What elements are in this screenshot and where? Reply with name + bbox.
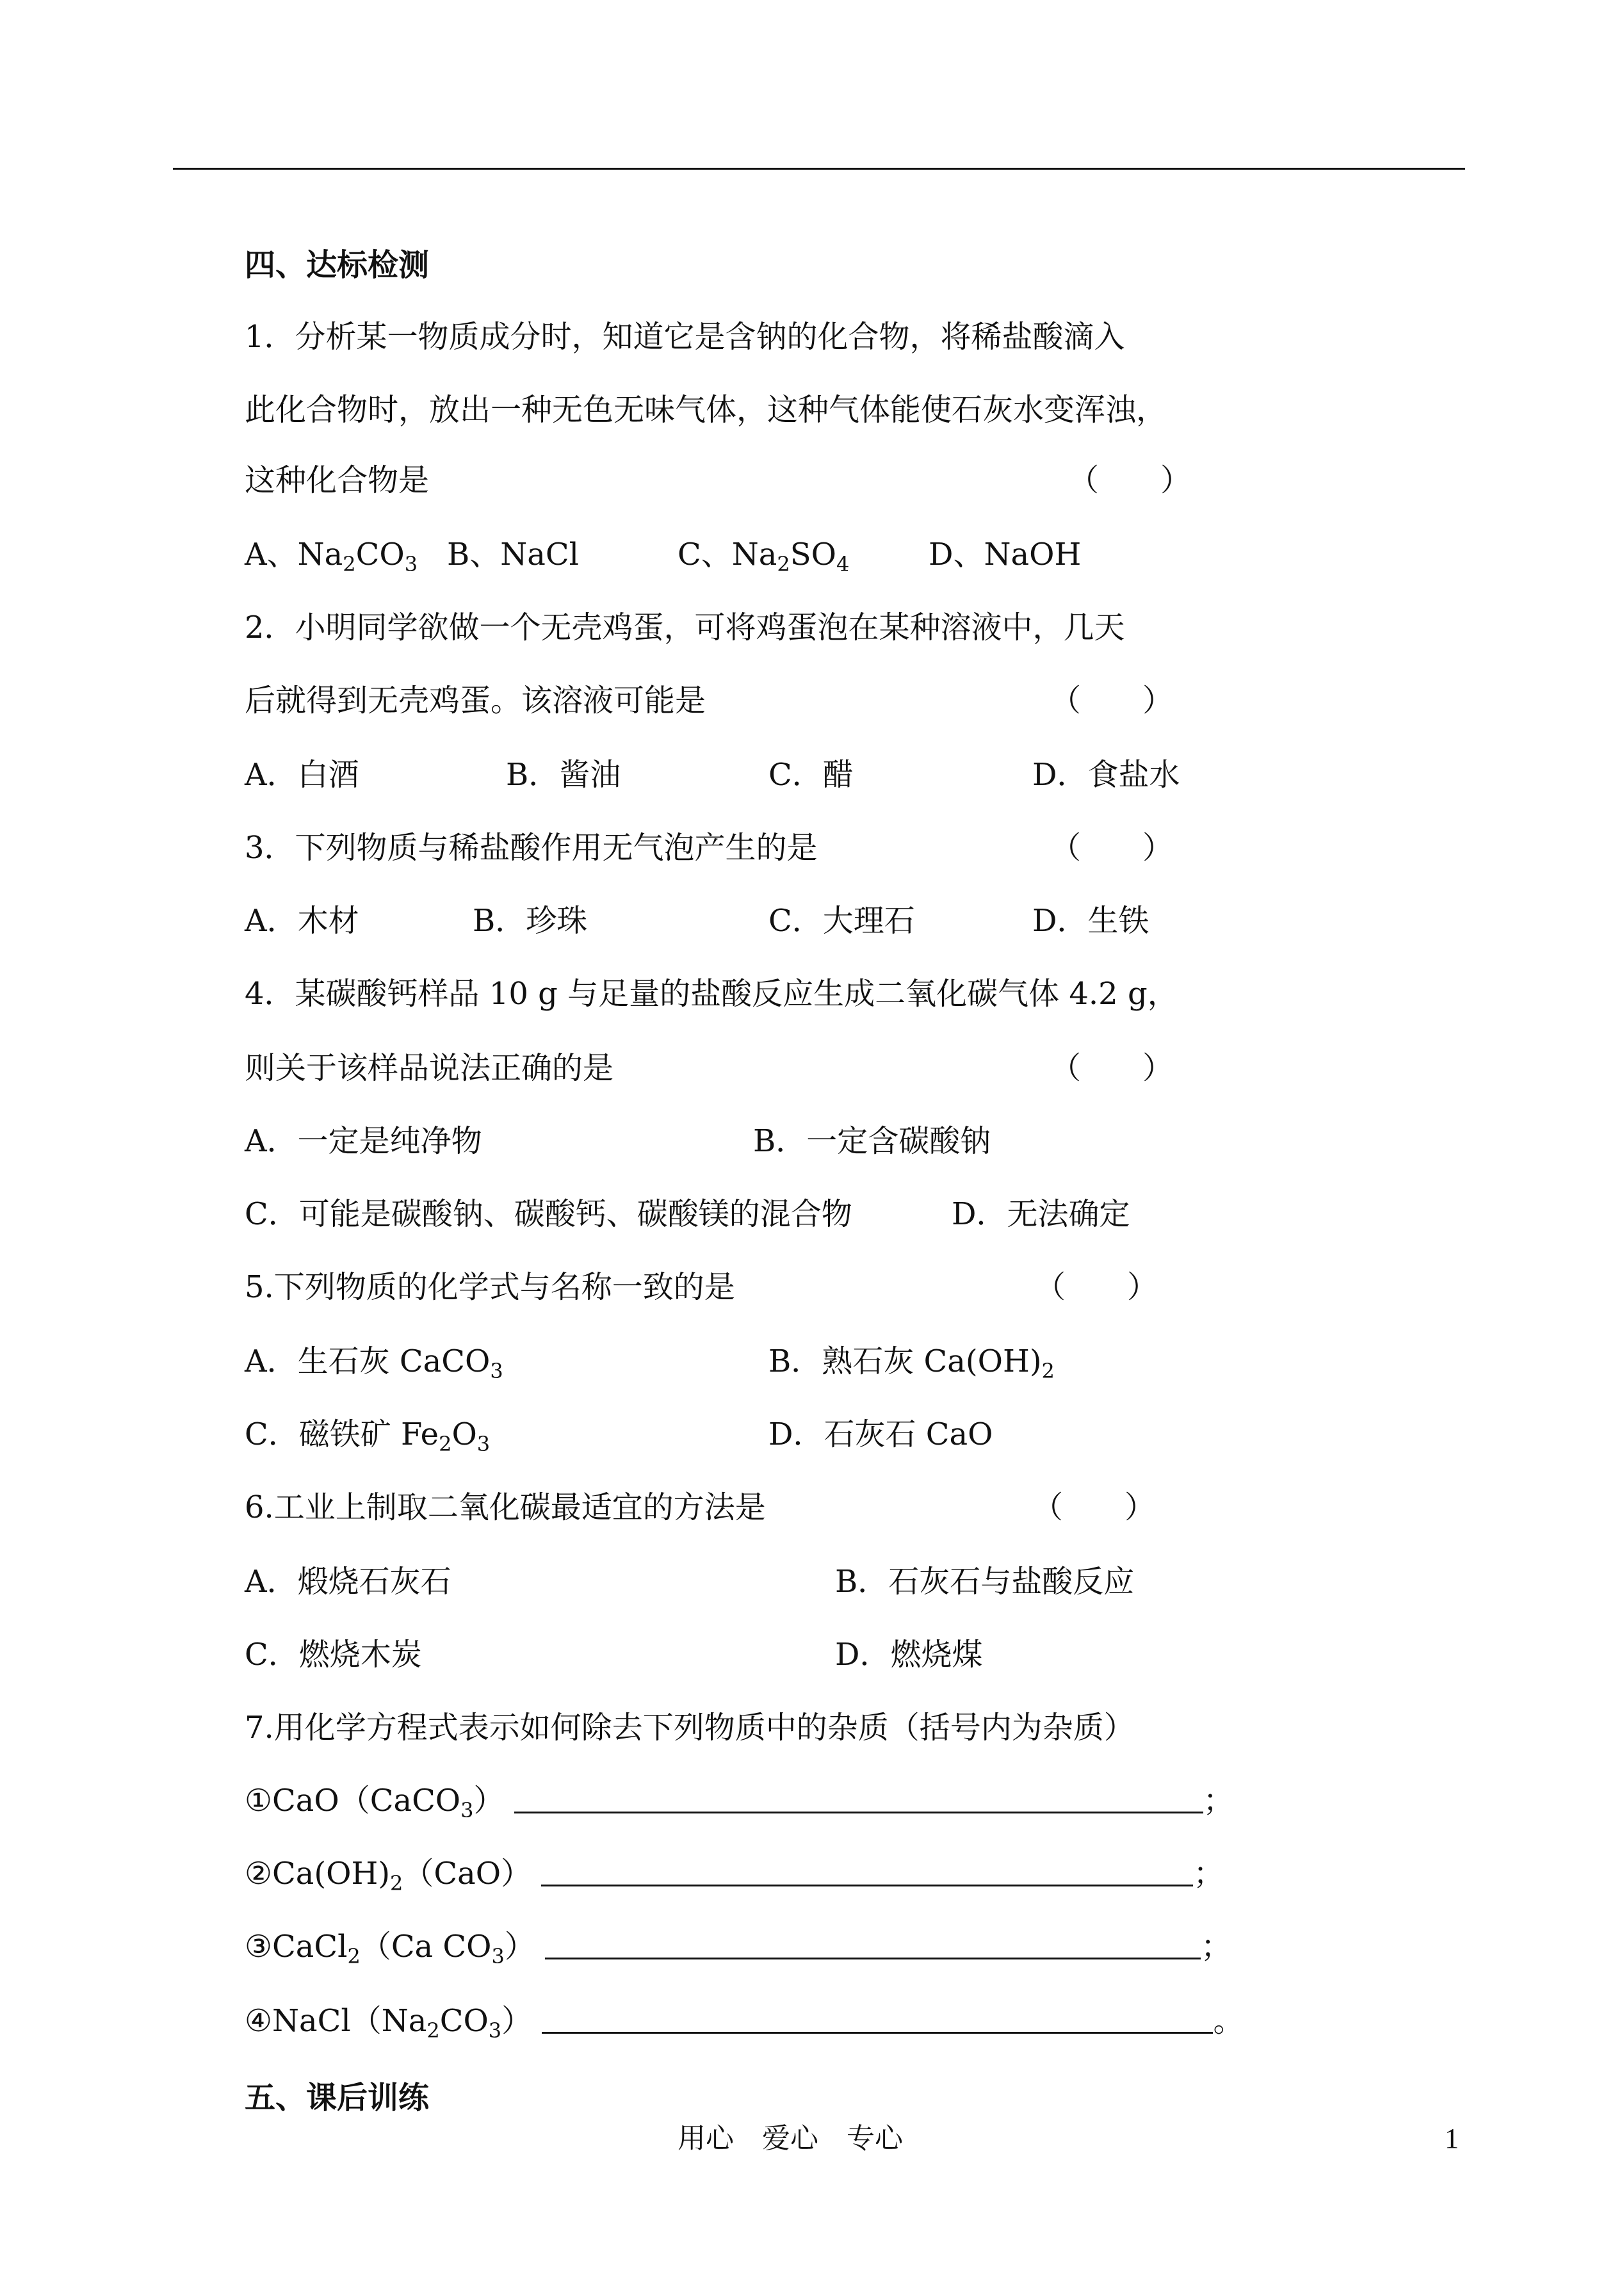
q5-option-b: B．熟石灰 $Ca(OH)_2$ xyxy=(768,1343,1055,1383)
q6-option-b: B．石灰石与盐酸反应 xyxy=(835,1564,1135,1600)
q7-item-1: ①CaO（CaCO$_3$） ； xyxy=(245,1783,1234,1822)
q5-line1: 5.下列物质的化学式与名称一致的是 xyxy=(245,1269,735,1305)
q4-line1: 4．某碳酸钙样品 10 g 与足量的盐酸反应生成二氧化碳气体 4.2 g， xyxy=(245,976,1178,1012)
q1-answer-paren: （ ） xyxy=(1068,462,1192,498)
q1-option-b: B、NaCl xyxy=(447,537,579,572)
q7-item-3: ③CaCl$_2$（Ca $CO_3$） ； xyxy=(245,1929,1232,1968)
q4-answer-paren: （ ） xyxy=(1050,1050,1174,1086)
q7-item-1-blank[interactable] xyxy=(514,1783,1203,1813)
q3-line1: 3．下列物质与稀盐酸作用无气泡产生的是 xyxy=(245,830,818,866)
q3-option-a: A．木材 xyxy=(245,903,359,939)
q2-option-c: C．醋 xyxy=(768,757,854,793)
q1-option-c: C、$Na_2SO_4$ xyxy=(678,537,850,576)
q1-line1: 1．分析某一物质成分时，知道它是含钠的化合物，将稀盐酸滴入 xyxy=(245,319,1125,355)
q4-option-d: D．无法确定 xyxy=(952,1196,1130,1232)
q7-line1: 7.用化学方程式表示如何除去下列物质中的杂质（括号内为杂质） xyxy=(245,1710,1135,1746)
q6-option-c: C．燃烧木炭 xyxy=(245,1637,422,1673)
section-5-title: 五、课后训练 xyxy=(245,2080,430,2116)
section-4-title: 四、达标检测 xyxy=(245,247,430,283)
q5-answer-paren: （ ） xyxy=(1035,1269,1158,1305)
q1-line3: 这种化合物是 xyxy=(245,462,430,498)
q7-item-4: $④NaCl(Na_2CO_3)$ 。 xyxy=(245,2003,1244,2043)
q2-answer-paren: （ ） xyxy=(1050,683,1174,718)
header-rule xyxy=(173,168,1465,170)
q6-option-a: A．煅烧石灰石 xyxy=(245,1564,451,1600)
q2-option-d: D．食盐水 xyxy=(1032,757,1180,793)
q5-option-c: C．磁铁矿 $Fe_2O_3$ xyxy=(245,1416,491,1456)
q2-option-a: A．白酒 xyxy=(245,757,359,793)
q4-option-a: A．一定是纯净物 xyxy=(245,1123,482,1159)
q6-line1: 6.工业上制取二氧化碳最适宜的方法是 xyxy=(245,1489,766,1525)
q1-option-d: D、NaOH xyxy=(929,537,1082,572)
q6-option-d: D．燃烧煤 xyxy=(835,1637,983,1673)
q3-option-d: D．生铁 xyxy=(1032,903,1149,939)
q5-option-d: D．石灰石 CaO xyxy=(768,1416,993,1452)
q5-option-a: A．生石灰 CaCO$_3$ xyxy=(245,1343,503,1383)
q4-option-c: C．可能是碳酸钠、碳酸钙、碳酸镁的混合物 xyxy=(245,1196,852,1232)
q2-option-b: B．酱油 xyxy=(506,757,621,793)
q3-answer-paren: （ ） xyxy=(1050,830,1174,866)
q2-line2: 后就得到无壳鸡蛋。该溶液可能是 xyxy=(245,683,706,718)
q1-option-a: A、$Na_2CO_3$ xyxy=(245,537,418,576)
q2-line1: 2．小明同学欲做一个无壳鸡蛋，可将鸡蛋泡在某种溶液中，几天 xyxy=(245,610,1125,645)
q6-answer-paren: （ ） xyxy=(1032,1489,1156,1525)
q7-item-4-blank[interactable] xyxy=(542,2004,1213,2034)
page-number: 1 xyxy=(1445,2123,1459,2154)
q7-item-3-blank[interactable] xyxy=(545,1929,1201,1959)
q3-option-c: C．大理石 xyxy=(768,903,915,939)
q4-line2: 则关于该样品说法正确的是 xyxy=(245,1050,614,1086)
footer-motto: 用心 爱心 专心 xyxy=(678,2122,903,2155)
q3-option-b: B．珍珠 xyxy=(473,903,588,939)
q7-item-2: $②Ca(OH)_2(CaO)$ ； xyxy=(245,1856,1224,1895)
q1-line2: 此化合物时，放出一种无色无味气体，这种气体能使石灰水变浑浊， xyxy=(245,392,1167,428)
q4-option-b: B．一定含碳酸钠 xyxy=(753,1123,991,1159)
q7-item-2-blank[interactable] xyxy=(541,1856,1193,1886)
